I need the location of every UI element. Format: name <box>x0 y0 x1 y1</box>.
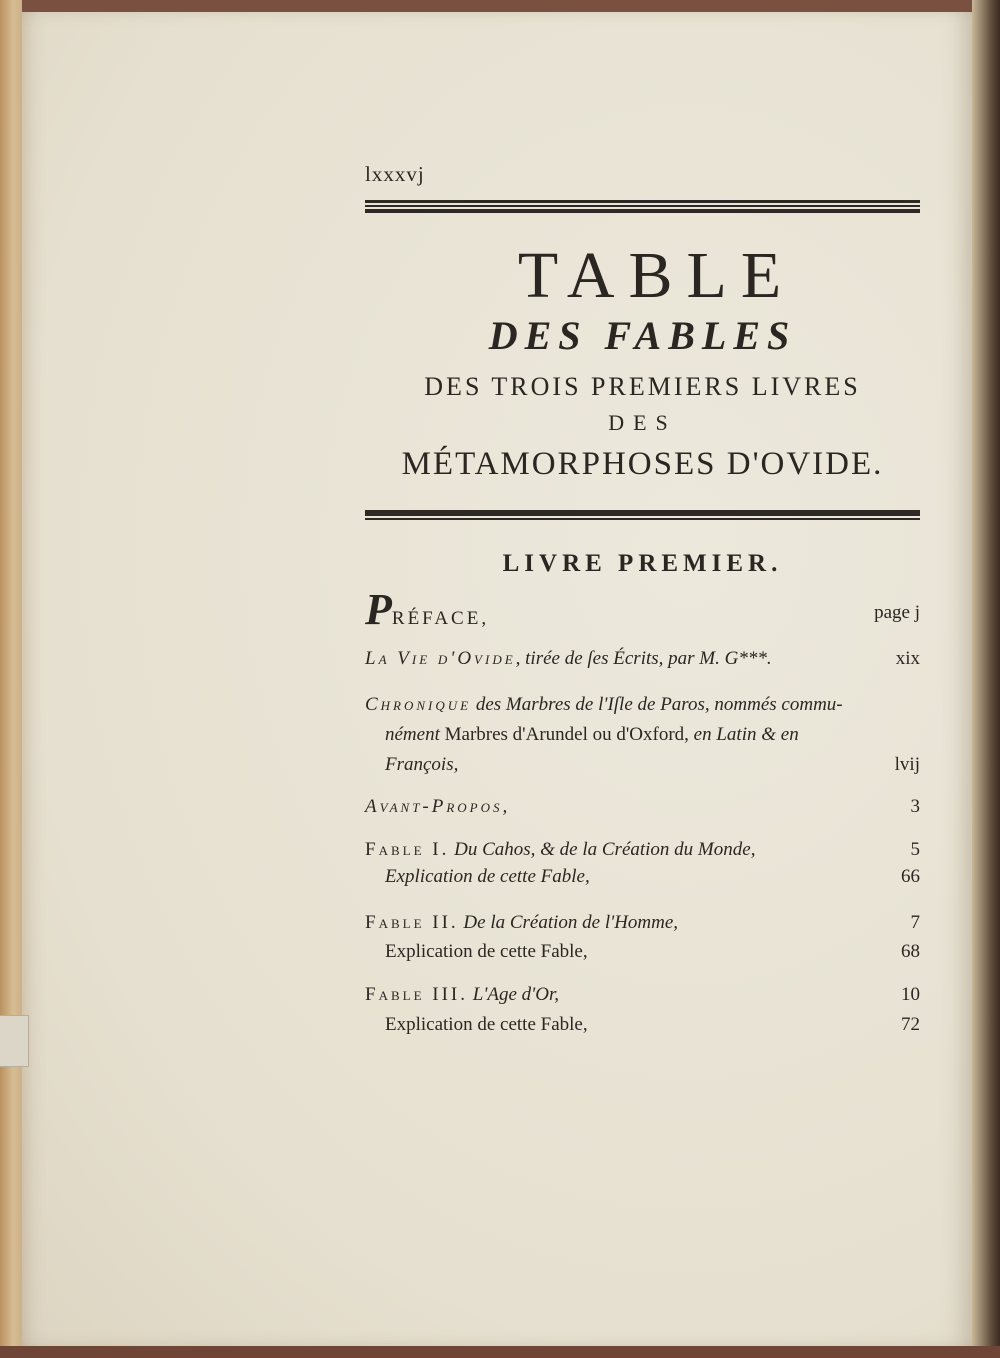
entry-page: 72 <box>901 1014 920 1035</box>
explication-label: Explication de cette Fable, <box>385 941 588 962</box>
entry-line3: François, <box>385 754 459 775</box>
entry-title: Avant-Propos, <box>365 796 511 817</box>
fable-label: Fable I. <box>365 839 450 860</box>
fable-title: De la Création de l'Homme, <box>463 912 679 933</box>
page-number: lxxxvj <box>365 162 425 186</box>
toc-entry-fable-2-explication <box>365 937 920 967</box>
top-rule <box>365 200 920 213</box>
entry-title: La Vie d'Ovide <box>365 648 516 669</box>
toc-entry-fable-1 <box>365 835 920 865</box>
page-edge-top <box>0 0 1000 12</box>
toc-entry-fable-2 <box>365 908 920 938</box>
entry-line1: des Marbres de l'Iſle de Paros, nommés commu- <box>475 694 843 715</box>
explication-label: Explication de cette Fable, <box>385 866 590 887</box>
fable-label: Fable III. <box>365 984 468 1005</box>
entry-subtitle: , tirée de ſes Écrits, par M. G***. <box>515 648 772 669</box>
toc-entry-avant-propos <box>365 792 920 822</box>
entry-page: 66 <box>901 866 920 887</box>
book-edge-left <box>0 0 22 1358</box>
page-tab-marker <box>0 1015 29 1067</box>
title-des-fables: DES FABLES <box>488 313 797 358</box>
entry-title: Chronique <box>365 694 472 715</box>
title-des: DES <box>608 410 677 435</box>
entry-page: page j <box>874 602 920 623</box>
toc-entry-vie-ovide <box>365 644 920 674</box>
toc-entry-fable-3-explication <box>365 1010 920 1040</box>
entry-page: 5 <box>910 839 920 860</box>
fable-title: Du Cahos, & de la Création du Monde, <box>454 839 756 860</box>
entry-page: xix <box>895 648 920 669</box>
entry-page: 68 <box>901 941 920 962</box>
title-table: TABLE <box>517 239 796 312</box>
entry-line2a: nément <box>385 724 440 745</box>
fable-label: Fable II. <box>365 912 459 933</box>
section-heading: LIVRE PREMIER. <box>502 550 783 577</box>
entry-line2c: en Latin & en <box>693 724 799 745</box>
title-metamorphoses: MÉTAMORPHOSES D'OVIDE. <box>401 446 884 482</box>
toc-entry-preface <box>365 585 920 634</box>
toc-entry-chronique <box>365 690 920 780</box>
entry-page: 10 <box>901 984 920 1005</box>
bottom-rule <box>365 510 920 520</box>
explication-label: Explication de cette Fable, <box>385 1014 588 1035</box>
fable-title: L'Age d'Or, <box>472 984 559 1005</box>
toc-entry-fable-3 <box>365 980 920 1010</box>
entry-title: RÉFACE, <box>391 608 490 629</box>
toc-entry-fable-1-explication <box>365 862 920 892</box>
title-trois-livres: DES TROIS PREMIERS LIVRES <box>424 372 861 401</box>
entry-line2b: Marbres d'Arundel ou d'Oxford, <box>444 724 689 745</box>
entry-page: 7 <box>910 912 920 933</box>
book-edge-right <box>972 0 1000 1358</box>
entry-page: lvij <box>894 754 920 775</box>
page-edge-bottom <box>0 1346 1000 1358</box>
entry-page: 3 <box>910 796 920 817</box>
drop-cap: P <box>365 585 392 634</box>
